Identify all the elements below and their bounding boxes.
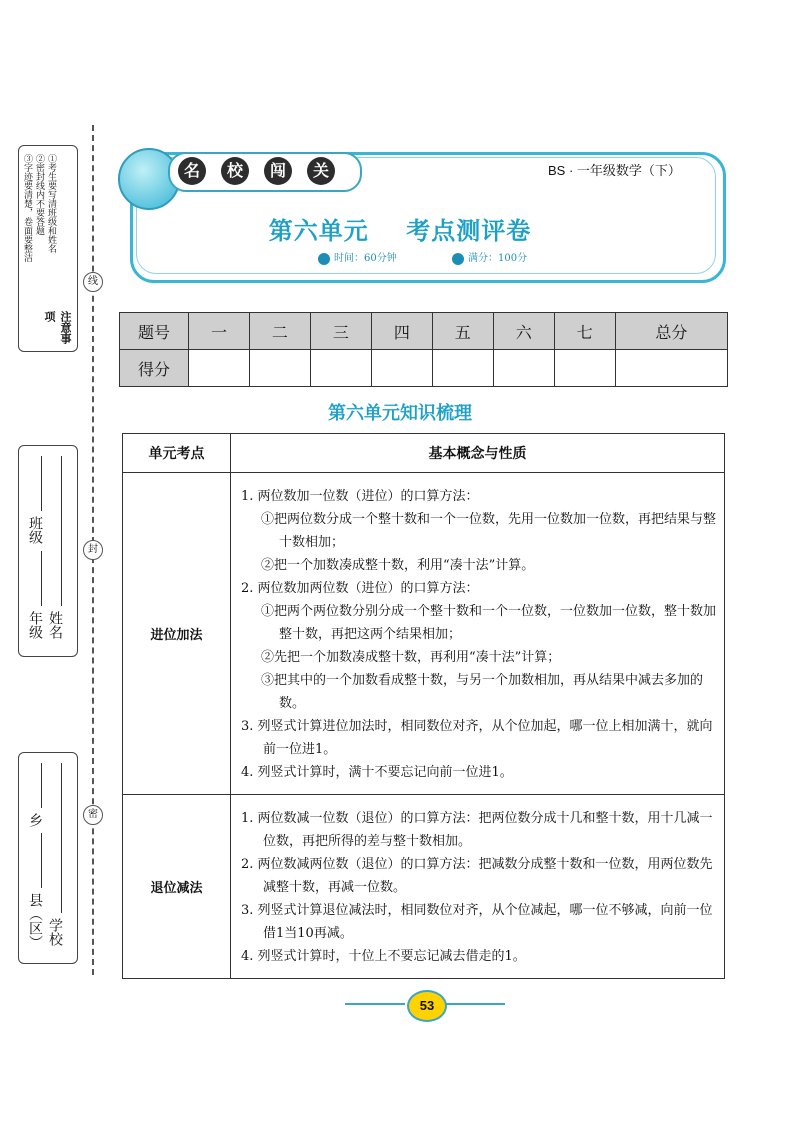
footer-ornament-right xyxy=(445,1003,505,1005)
score-cell[interactable] xyxy=(249,350,310,387)
seal-char-feng: 封 xyxy=(83,540,103,560)
field-name: 姓名 xyxy=(47,611,63,639)
knowledge-point: 4. 列竖式计算时，满十不要忘记向前一位进1。 xyxy=(241,765,513,780)
field-school: 学校 xyxy=(47,918,63,946)
col-3: 三 xyxy=(310,313,371,350)
notice-label: 注意事项 xyxy=(43,311,72,344)
knowledge-subpoint: ②把一个加数凑成整十数，利用“凑十法”计算。 xyxy=(261,558,535,573)
score-cell[interactable] xyxy=(432,350,493,387)
knowledge-point: 2. 两位数加两位数（进位）的口算方法： xyxy=(241,581,479,596)
col-5: 五 xyxy=(432,313,493,350)
page-title: 第六单元 考点测评卷 xyxy=(268,216,532,245)
class-name-box xyxy=(18,445,78,657)
col-topic-header: 单元考点 xyxy=(123,434,231,473)
knowledge-row-subtraction xyxy=(123,795,725,979)
notice-item-2: ②密封线内不要答题 xyxy=(34,154,44,235)
col-2: 二 xyxy=(249,313,310,350)
topic-subtraction: 退位减法 xyxy=(123,795,231,979)
score-cell[interactable] xyxy=(615,350,727,387)
knowledge-subpoint: ①把两位数分成一个整十数和一个一位数，先用一位数加一位数，再把结果与整十数相加； xyxy=(261,512,717,550)
notice-item-1: ①考生要写清班级和姓名 xyxy=(46,154,56,253)
col-6: 六 xyxy=(493,313,554,350)
logo-char-2: 校 xyxy=(221,157,249,185)
knowledge-row-addition xyxy=(123,473,725,795)
score-cell[interactable] xyxy=(310,350,371,387)
field-class: 班级 xyxy=(27,516,43,544)
county-fill-line xyxy=(41,833,42,888)
content-addition xyxy=(231,473,725,795)
score-cell[interactable] xyxy=(493,350,554,387)
township-fill-line xyxy=(41,763,42,808)
score-cell[interactable] xyxy=(554,350,615,387)
page-footer xyxy=(345,990,505,1018)
row-label-question: 题号 xyxy=(120,313,189,350)
score-header-row xyxy=(120,313,728,350)
knowledge-point: 3. 列竖式计算退位减法时，相同数位对齐，从个位减起，哪一位不够减，向前一位借1当10再减。 xyxy=(241,903,713,941)
school-fill-line xyxy=(61,763,62,913)
topic-addition: 进位加法 xyxy=(123,473,231,795)
knowledge-point: 3. 列竖式计算进位加法时，相同数位对齐，从个位加起，哪一位上相加满十，就向前一位进1。 xyxy=(241,719,713,757)
col-content-header: 基本概念与性质 xyxy=(231,434,725,473)
class-fill-line xyxy=(41,456,42,511)
knowledge-point: 1. 两位数加一位数（进位）的口算方法： xyxy=(241,489,479,504)
seal-char-mi: 密 xyxy=(83,805,103,825)
page-number: 53 xyxy=(407,990,447,1022)
knowledge-point: 2. 两位数减两位数（退位）的口算方法：把减数分成整十数和一位数，用两位数先减整十数，再减一位数。 xyxy=(241,857,713,895)
field-grade: 年级 xyxy=(27,611,43,639)
full-score xyxy=(452,249,527,265)
col-7: 七 xyxy=(554,313,615,350)
field-county: 县（区） xyxy=(27,893,43,949)
knowledge-header-row xyxy=(123,434,725,473)
knowledge-subpoint: ③把其中的一个加数看成整十数，与另一个加数相加，再从结果中减去多加的数。 xyxy=(261,673,704,711)
section-title: 第六单元知识梳理 xyxy=(328,403,472,424)
knowledge-point: 4. 列竖式计算时，十位上不要忘记减去借走的1。 xyxy=(241,949,526,964)
col-4: 四 xyxy=(371,313,432,350)
logo-char-4: 关 xyxy=(307,157,335,185)
logo-char-1: 名 xyxy=(178,157,206,185)
score-cell[interactable] xyxy=(189,350,250,387)
seal-char-xian: 线 xyxy=(83,272,103,292)
knowledge-subpoint: ②先把一个加数凑成整十数，再利用“凑十法”计算； xyxy=(261,650,561,665)
time-text: 时间：60分钟 xyxy=(334,253,397,264)
notice-item-3: ③字迹要清楚，卷面要整洁 xyxy=(22,154,32,262)
grad-cap-icon xyxy=(452,253,464,265)
school-box xyxy=(18,752,78,964)
row-label-score: 得分 xyxy=(120,350,189,387)
grade-label: BS · 一年级数学（下） xyxy=(548,163,681,178)
content-subtraction xyxy=(231,795,725,979)
grade-fill-line xyxy=(41,551,42,606)
col-1: 一 xyxy=(189,313,250,350)
notice-box xyxy=(18,145,78,352)
knowledge-point: 1. 两位数减一位数（退位）的口算方法：把两位数分成十几和整十数，用十几减一位数，再把所得的差与整十数相加。 xyxy=(241,811,713,849)
name-fill-line xyxy=(61,456,62,606)
col-total: 总分 xyxy=(615,313,727,350)
score-text: 满分：100分 xyxy=(468,253,528,264)
score-cell[interactable] xyxy=(371,350,432,387)
knowledge-subpoint: ①把两个两位数分别分成一个整十数和一个一位数，一位数加一位数，整十数加整十数，再把这两个结果相加； xyxy=(261,604,717,642)
field-township: 乡 xyxy=(27,813,43,827)
time-limit xyxy=(318,249,397,265)
score-value-row xyxy=(120,350,728,387)
knowledge-table xyxy=(122,433,725,979)
binding-margin xyxy=(0,0,100,1131)
score-table xyxy=(119,312,728,387)
footer-ornament-left xyxy=(345,1003,405,1005)
clock-icon xyxy=(318,253,330,265)
logo-char-3: 闯 xyxy=(264,157,292,185)
